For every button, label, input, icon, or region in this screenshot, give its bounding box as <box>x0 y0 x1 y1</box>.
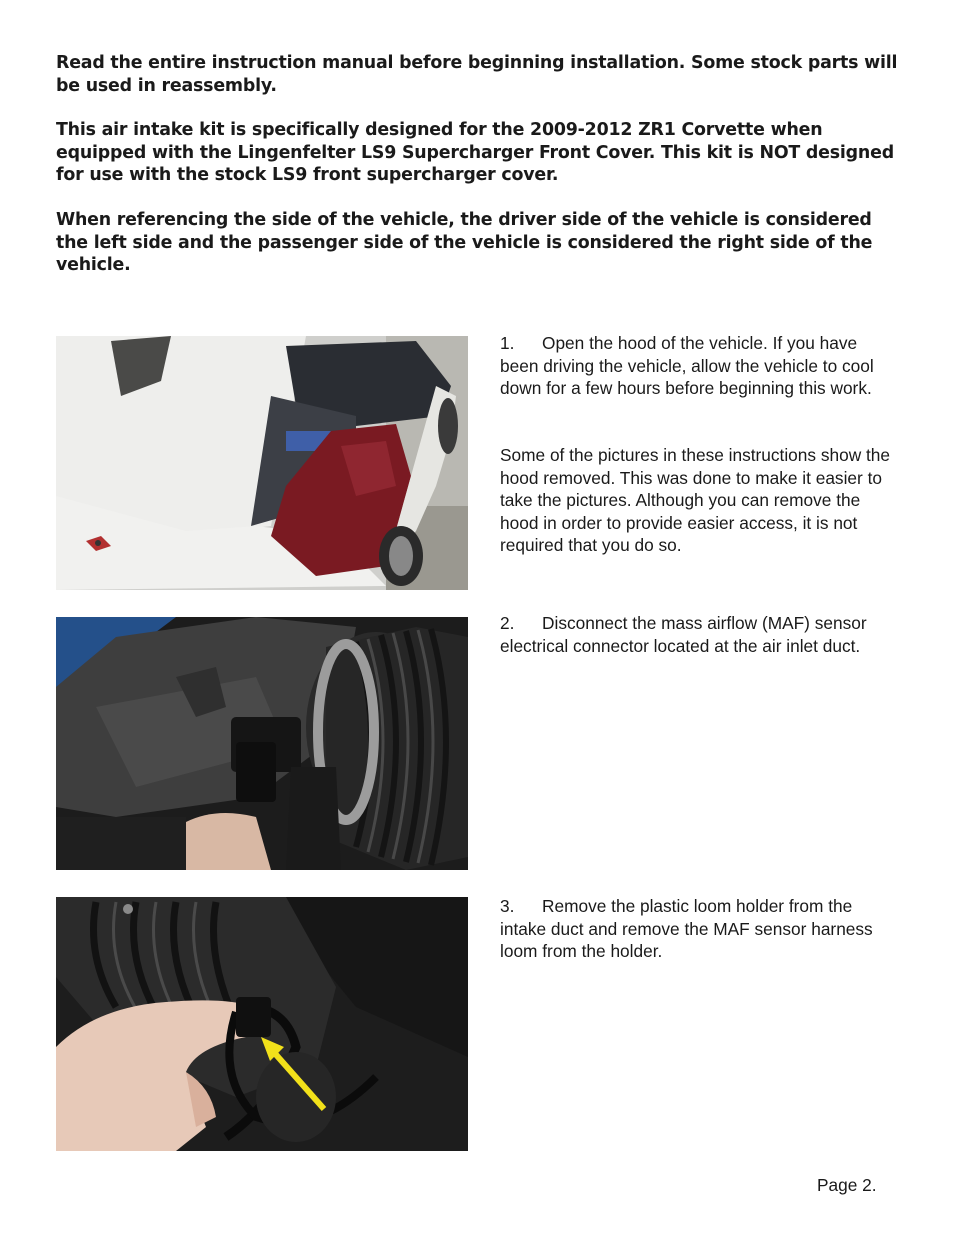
photo-maf-connector-image <box>56 617 468 870</box>
step-1-number: 1. <box>500 333 515 353</box>
step-3-remove-loom-holder <box>500 895 900 963</box>
step-3-number: 3. <box>500 896 515 916</box>
photo-open-hood <box>56 336 468 590</box>
photo-loom-holder <box>56 897 468 1151</box>
step-1-note <box>500 444 900 557</box>
step-2-text: Disconnect the mass airflow (MAF) sensor electrical connector located at the air inlet duct. <box>500 613 867 656</box>
step-2-number: 2. <box>500 613 515 633</box>
intro-paragraph-read-manual: Read the entire instruction manual before beginning installation. Some stock parts will be used in reassembly. <box>56 53 898 96</box>
page-number: Page 2. <box>817 1175 877 1195</box>
step-1-text: Open the hood of the vehicle. If you have been driving the vehicle, allow the vehicle to cool down for a few hours before beginning this work. <box>500 333 874 398</box>
intro-paragraph-kit-compatibility: This air intake kit is specifically designed for the 2009-2012 ZR1 Corvette when equipped with the Lingenfelter LS9 Supercharger Front Cover. This kit is NOT designed for use with the stock LS9 front supercharger cover. <box>56 120 894 185</box>
photo-maf-connector <box>56 617 468 870</box>
step-1-note-text: Some of the pictures in these instructions show the hood removed. This was done to make it easier to take the pictures. Although you can remove the hood in order to provide easier access, it is not required that you do so. <box>500 445 890 555</box>
photo-open-hood-image <box>56 336 468 590</box>
intro-paragraph-vehicle-sides: When referencing the side of the vehicle, the driver side of the vehicle is considered the left side and the passenger side of the vehicle is considered the right side of the vehicle. <box>56 210 873 275</box>
step-1-open-hood <box>500 332 900 400</box>
step-3-text: Remove the plastic loom holder from the intake duct and remove the MAF sensor harness loom from the holder. <box>500 896 873 961</box>
photo-loom-holder-image <box>56 897 468 1151</box>
step-2-disconnect-maf <box>500 612 900 657</box>
